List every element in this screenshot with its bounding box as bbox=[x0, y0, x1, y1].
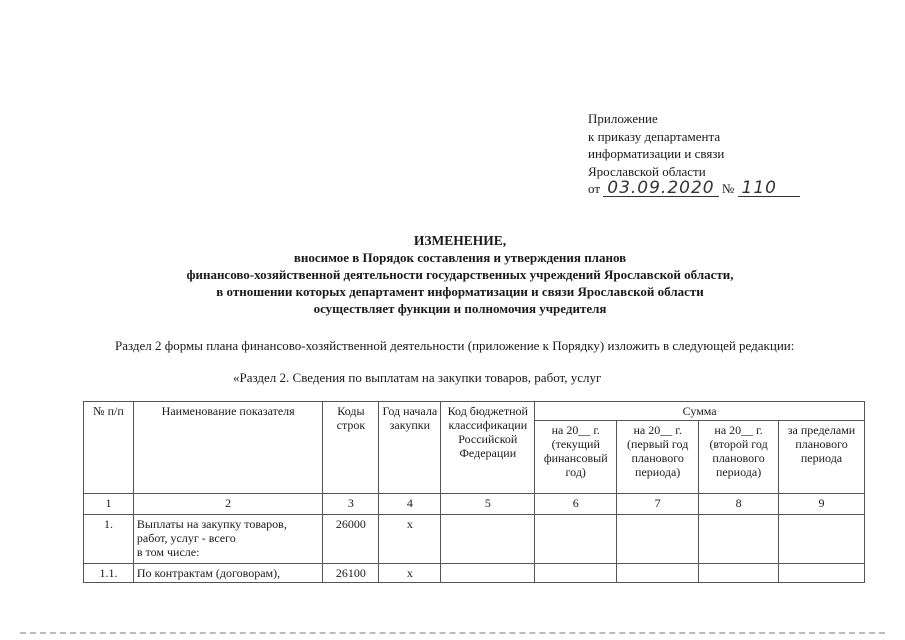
body-paragraph: Раздел 2 формы плана финансово-хозяйственной деятельности (приложение к Порядку) изложить в следующей редакции: bbox=[115, 338, 795, 353]
table-row bbox=[84, 515, 865, 564]
header-sum-current: на 20__ г. (текущий финансовый год) bbox=[535, 421, 617, 494]
column-number: 3 bbox=[323, 494, 379, 515]
appendix-line: Ярославской области bbox=[588, 163, 706, 179]
header-name: Наименование показателя bbox=[133, 402, 323, 494]
row-code: 26100 bbox=[323, 564, 379, 583]
column-number: 8 bbox=[699, 494, 779, 515]
handwritten-number: 110 bbox=[738, 180, 800, 197]
row-num: 1. bbox=[84, 515, 134, 564]
row-cell bbox=[617, 515, 699, 564]
column-number: 4 bbox=[379, 494, 441, 515]
header-kbk: Код бюджетной классификации Российской Федерации bbox=[441, 402, 535, 494]
column-number: 5 bbox=[441, 494, 535, 515]
numbering-row bbox=[84, 494, 865, 515]
row-cell bbox=[779, 515, 865, 564]
header-sum: Сумма bbox=[535, 402, 865, 421]
row-year: x bbox=[379, 515, 441, 564]
column-number: 7 bbox=[617, 494, 699, 515]
row-cell bbox=[535, 515, 617, 564]
row-cell bbox=[617, 564, 699, 583]
date-prefix: от bbox=[588, 181, 601, 196]
column-number: 2 bbox=[133, 494, 323, 515]
row-cell bbox=[441, 564, 535, 583]
section-caption: «Раздел 2. Сведения по выплатам на закупки товаров, работ, услуг bbox=[233, 370, 602, 385]
column-number: 6 bbox=[535, 494, 617, 515]
title-line: финансово-хозяйственной деятельности государственных учреждений Ярославской области, bbox=[186, 267, 734, 282]
row-num: 1.1. bbox=[84, 564, 134, 583]
appendix-date-line bbox=[588, 180, 800, 198]
title-line: вносимое в Порядок составления и утверждения планов bbox=[293, 250, 627, 265]
row-cell bbox=[699, 564, 779, 583]
row-name bbox=[133, 515, 323, 564]
row-cell bbox=[535, 564, 617, 583]
header-sum-second: на 20__ г. (второй год планового периода) bbox=[699, 421, 779, 494]
header-row bbox=[84, 402, 865, 421]
number-prefix: № bbox=[721, 181, 735, 196]
appendix-line: к приказу департамента bbox=[588, 128, 721, 144]
column-number: 1 bbox=[84, 494, 134, 515]
header-sum-first: на 20__ г. (первый год планового периода) bbox=[617, 421, 699, 494]
row-name-sub: в том числе: bbox=[136, 545, 200, 559]
document-title bbox=[110, 232, 810, 317]
appendix-line: Приложение bbox=[588, 111, 658, 126]
header-num: № п/п bbox=[84, 402, 134, 494]
row-code: 26000 bbox=[323, 515, 379, 564]
row-name: По контрактам (договорам), bbox=[133, 564, 323, 583]
row-cell bbox=[441, 515, 535, 564]
header-year: Год начала закупки bbox=[379, 402, 441, 494]
appendix-block bbox=[588, 110, 800, 198]
row-cell bbox=[699, 515, 779, 564]
title-line: осуществляет функции и полномочия учредителя bbox=[313, 301, 607, 316]
header-code: Коды строк bbox=[323, 402, 379, 494]
header-sum-beyond: за пределами планового периода bbox=[779, 421, 865, 494]
handwritten-date: 03.09.2020 bbox=[603, 180, 718, 197]
row-year: x bbox=[379, 564, 441, 583]
payments-table bbox=[83, 401, 865, 583]
table-row bbox=[84, 564, 865, 583]
row-cell bbox=[779, 564, 865, 583]
row-name-text: Выплаты на закупку товаров, работ, услуг - всего bbox=[136, 517, 287, 545]
title-head: ИЗМЕНЕНИЕ, bbox=[413, 233, 507, 248]
title-line: в отношении которых департамент информатизации и связи Ярославской области bbox=[216, 284, 704, 299]
scan-edge-divider bbox=[20, 632, 885, 637]
appendix-line: информатизации и связи bbox=[588, 146, 725, 161]
column-number: 9 bbox=[779, 494, 865, 515]
